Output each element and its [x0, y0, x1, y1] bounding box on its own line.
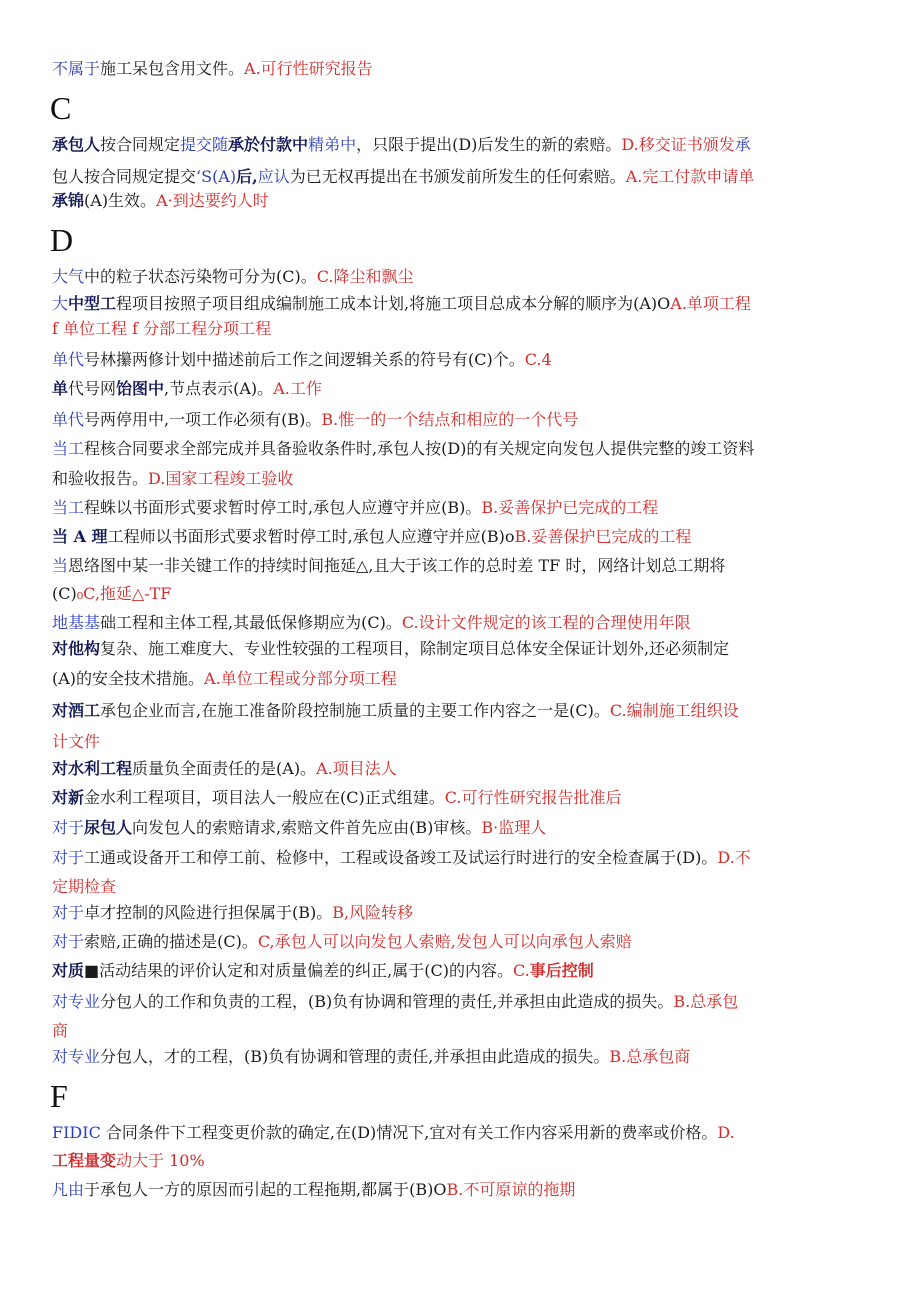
question-line: [52, 731, 872, 753]
question-line: [52, 468, 872, 490]
question-text: 施工呆包含用文件。: [100, 59, 245, 78]
question-text: 合同条件下工程变更价款的确定,在(D)情况下,宜对有关工作内容采用新的费率或价格。: [100, 1123, 718, 1142]
answer-text: 动大于 10%: [116, 1151, 205, 1170]
question-text: 金水利工程项目，项目法人一般应在(C)正式组建。: [84, 788, 445, 807]
question-text: 复杂、施工难度大、专业性较强的工程项目，除制定项目总体安全保证计划外,还必须制定: [100, 639, 730, 658]
answer-text: A.可行性研究报告: [244, 59, 373, 78]
question-text: 当: [52, 556, 69, 575]
answer-text: f 单位工程 f 分部工程分项工程: [52, 319, 272, 338]
question-line: [52, 293, 872, 315]
question-text: 中的粒子状态污染物可分为(C)。: [84, 267, 317, 286]
answer-text: B·监理人: [481, 818, 547, 837]
answer-text: B.总承包商: [609, 1047, 691, 1066]
question-line: [52, 700, 872, 722]
question-line: [52, 497, 872, 519]
answer-text: 商: [52, 1021, 69, 1040]
section-heading-letter: D: [50, 222, 74, 258]
question-text: ‘S(A): [196, 167, 237, 186]
question-line: [52, 1046, 872, 1068]
question-text: 应认: [257, 167, 290, 186]
question-line: [52, 612, 872, 634]
question-line: [52, 166, 872, 188]
answer-text: D.移交证书颁发: [621, 135, 735, 154]
question-line: [52, 555, 872, 577]
answer-text: C.: [512, 961, 530, 980]
question-text: 中型工: [68, 294, 117, 313]
question-text: 大: [52, 294, 69, 313]
answer-text: D.国家工程竣工验收: [148, 469, 294, 488]
question-text: 质量负全面责任的是(A)。: [132, 759, 317, 778]
question-line: [52, 134, 872, 156]
question-text: 单代: [52, 410, 85, 429]
question-text: 程蛛以书面形式要求暂时停工时,承包人应遵守并应(B)。: [84, 498, 482, 517]
question-line: [52, 902, 872, 924]
section-heading-letter: C: [50, 90, 72, 126]
answer-text: A.项目法人: [316, 759, 397, 778]
question-text: 饴图中: [116, 379, 165, 398]
question-text: 程核合同要求全部完成并具备验收条件时,承包人按(D)的有关规定向发包人提供完整的竣工资料: [84, 439, 755, 458]
question-line: [52, 58, 872, 80]
question-text: 对于: [52, 848, 85, 867]
answer-text: B,风险转移: [332, 903, 414, 922]
question-text: 尿包人: [84, 818, 133, 837]
question-line: [52, 1020, 872, 1042]
answer-text: B.妥善保护巳完成的工程: [514, 527, 692, 546]
question-text: 对水利工程: [52, 759, 133, 778]
question-text: 承於付款中: [228, 135, 309, 154]
question-text: 分包人，才的工程，(B)负有协调和管理的责任,并承担由此造成的损失。: [100, 1047, 610, 1066]
question-text: 索赔,正确的描述是(C)。: [84, 932, 258, 951]
question-text: 不属于: [52, 59, 101, 78]
question-text: 对他构: [52, 639, 101, 658]
question-text: 单代: [52, 350, 85, 369]
question-line: [52, 409, 872, 431]
question-text: 承: [734, 135, 751, 154]
question-text: 工通或设备开工和停工前、检修中，工程或设备竣工及试运行时进行的安全检查属于(D)。: [84, 848, 718, 867]
question-text: 号林攥两修计划中描述前后工作之间逻辑关系的符号有(C)个。: [84, 350, 525, 369]
question-text: FIDIC: [52, 1123, 101, 1142]
answer-text: B.不可原谅的拖期: [446, 1180, 576, 1199]
question-line: [52, 876, 872, 898]
question-line: [52, 847, 872, 869]
section-heading-letter: F: [50, 1078, 68, 1114]
answer-text: C.编制施工组织设: [609, 701, 739, 720]
question-text: 对专业: [52, 1047, 101, 1066]
question-line: [52, 438, 872, 460]
answer-text: D.: [717, 1123, 735, 1142]
answer-text: C.降尘和飘尘: [316, 267, 414, 286]
question-line: [52, 1150, 872, 1172]
question-text: 对新: [52, 788, 85, 807]
question-text: 对于: [52, 932, 85, 951]
question-text: 凡由: [52, 1180, 85, 1199]
question-line: [52, 638, 872, 660]
answer-text: 工程量变: [52, 1151, 117, 1170]
question-text: 大气: [52, 267, 85, 286]
answer-text: 计文件: [52, 732, 101, 751]
question-text: 卓才控制的风险进行担保属于(B)。: [84, 903, 333, 922]
answer-text: B.妥善保护已完成的工程: [481, 498, 659, 517]
answer-text: ₀C,拖延△-TF: [76, 584, 172, 603]
question-text: 当工: [52, 439, 85, 458]
answer-text: 定期检查: [52, 877, 117, 896]
question-line: [52, 526, 872, 548]
question-line: [52, 758, 872, 780]
question-text: 对专业: [52, 992, 101, 1011]
question-text: 号两停用中,一项工作必须有(B)。: [84, 410, 322, 429]
answer-text: C.设计文件规定的该工程的合理使用年限: [401, 613, 691, 632]
question-text: 当 A 理: [52, 527, 108, 546]
question-line: [52, 817, 872, 839]
question-text: 单: [52, 379, 69, 398]
question-text: 包人按合同规定提交: [52, 167, 197, 186]
answer-text: A.单项工程: [670, 294, 751, 313]
question-line: [52, 190, 872, 212]
question-text: ,节点表示(A)。: [164, 379, 274, 398]
question-text: 后,: [236, 167, 258, 186]
question-text: 当工: [52, 498, 85, 517]
question-text: 对酒工: [52, 701, 101, 720]
answer-text: D.不: [717, 848, 751, 867]
answer-text: B.惟一的一个结点和相应的一个代号: [321, 410, 579, 429]
answer-text: A.单位工程或分部分项工程: [204, 669, 397, 688]
question-text: (A)的安全技术措施。: [52, 669, 205, 688]
question-text: 对于: [52, 903, 85, 922]
question-line: [52, 787, 872, 809]
answer-text: C.4: [524, 350, 552, 369]
question-line: [52, 349, 872, 371]
question-text: 对质: [52, 961, 85, 980]
question-line: [52, 318, 872, 340]
question-text: 地基基: [52, 613, 101, 632]
answer-text: A.完工付款申请单: [625, 167, 755, 186]
question-line: [52, 960, 872, 982]
question-text: 工程师以书面形式要求暂时停工时,承包人应遵守并应(B)o: [107, 527, 515, 546]
question-text: 为已无权再提出在书颁发前所发生的任何索赔。: [289, 167, 626, 186]
question-text: ■活动结果的评价认定和对质量偏差的纠正,属于(C)的内容。: [84, 961, 513, 980]
question-line: [52, 1179, 872, 1201]
question-text: 按合同规定: [100, 135, 181, 154]
question-text: (A)生效。: [84, 191, 157, 210]
question-line: [52, 668, 872, 690]
question-text: 精弟中: [308, 135, 357, 154]
question-text: 础工程和主体工程,其最低保修期应为(C)。: [100, 613, 402, 632]
answer-text: C.可行性研究报告批准后: [444, 788, 622, 807]
question-line: [52, 583, 872, 605]
answer-text: A·到达要约人时: [156, 191, 269, 210]
question-text: 提交随: [180, 135, 229, 154]
answer-text: C,承包人可以向发包人索赔,发包人可以向承包人索赔: [257, 932, 632, 951]
question-text: (C): [52, 584, 77, 603]
answer-text: 事后控制: [529, 961, 594, 980]
question-line: [52, 378, 872, 400]
question-text: 分包人的工作和负责的工程，(B)负有协调和管理的责任,并承担由此造成的损失。: [100, 992, 674, 1011]
question-text: 承包企业而言,在施工准备阶段控制施工质量的主要工作内容之一是(C)。: [100, 701, 610, 720]
question-text: 承锦: [52, 191, 85, 210]
question-text: 于承包人一方的原因而引起的工程拖期,都属于(B)O: [84, 1180, 447, 1199]
question-line: [52, 266, 872, 288]
question-text: 向发包人的索赔请求,索赔文件首先应由(B)审核。: [132, 818, 482, 837]
question-text: 恩络图中某一非关键工作的持续时间拖延△,且大于该工作的总时差 TF 时，网络计划总工期将: [68, 556, 726, 575]
question-text: ，只限于提出(D)后发生的新的索赔。: [356, 135, 622, 154]
question-line: [52, 1122, 872, 1144]
question-text: 承包人: [52, 135, 101, 154]
answer-text: A.工作: [273, 379, 322, 398]
question-line: [52, 991, 872, 1013]
question-text: 程项目按照子项目组成编制施工成本计划,将施工项目总成本分解的顺序为(A)O: [116, 294, 671, 313]
answer-text: B.总承包: [673, 992, 739, 1011]
question-text: 代号网: [68, 379, 117, 398]
question-text: 和验收报告。: [52, 469, 149, 488]
question-text: 对于: [52, 818, 85, 837]
question-line: [52, 931, 872, 953]
